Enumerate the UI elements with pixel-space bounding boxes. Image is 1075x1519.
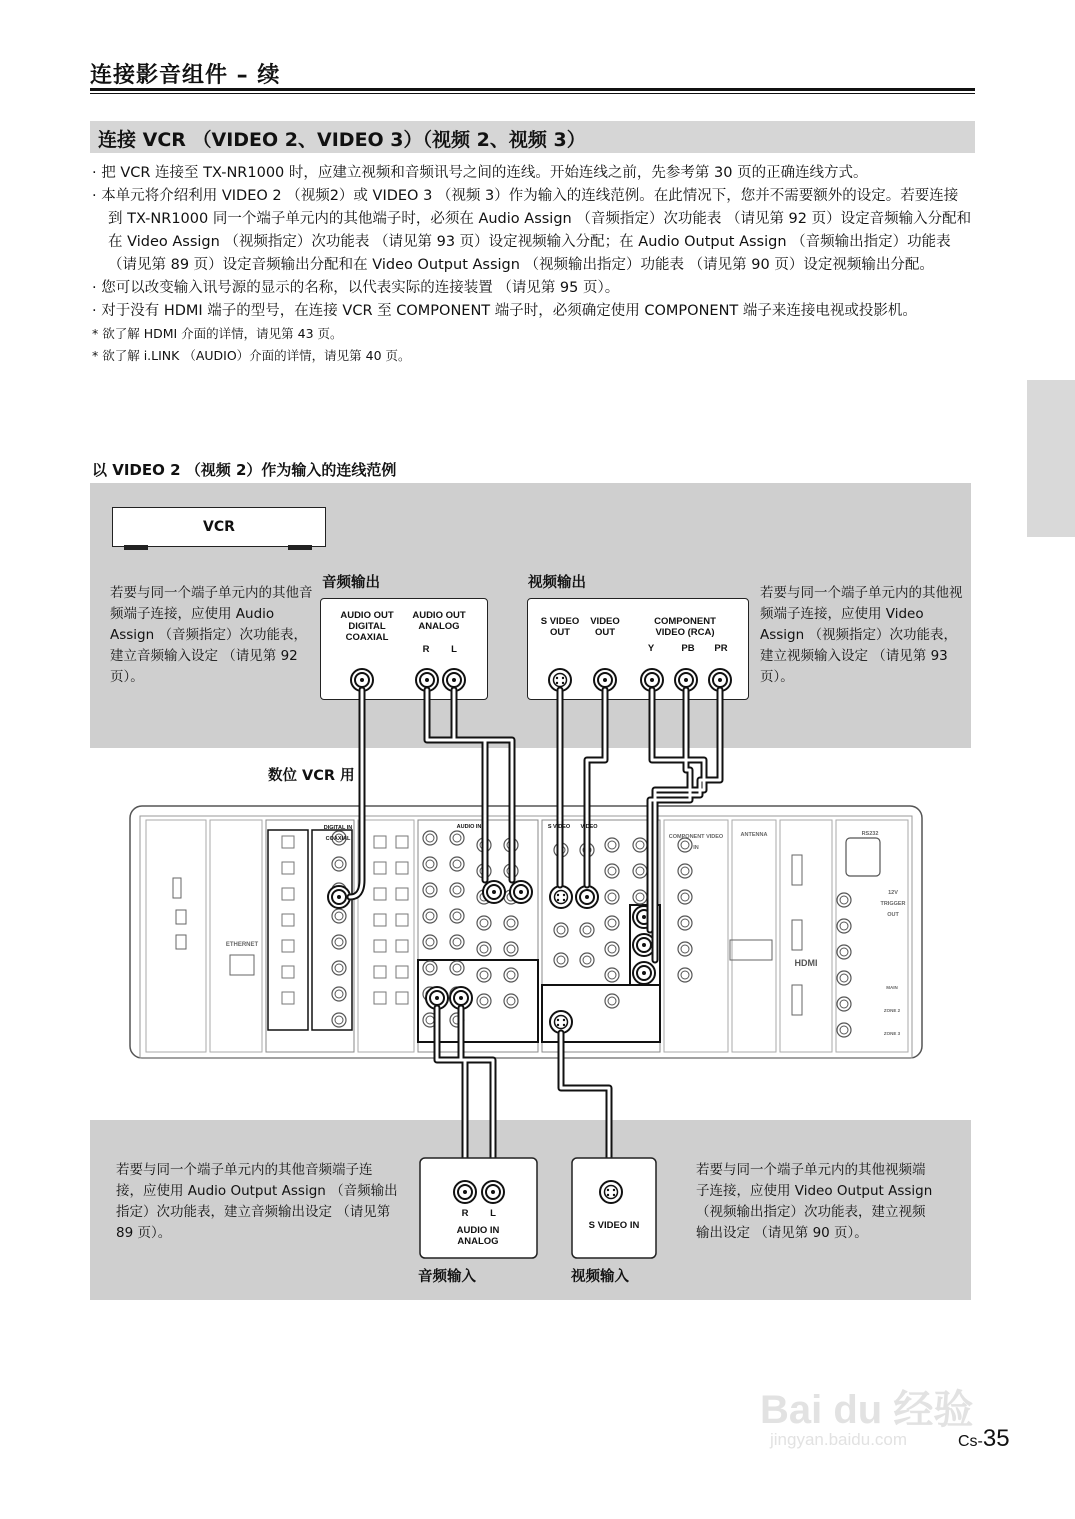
bottom-left-note: 若要与同一个端子单元内的其他音频端子连接，应使用 Audio Output Assign （音频输出指定）次功能表，建立音频输出设定 （请见第 89 页）。 bbox=[116, 1162, 398, 1241]
svideo-out-label: S VIDEO OUT bbox=[540, 616, 580, 638]
receiver-small-jack bbox=[837, 945, 851, 959]
audio-out-analog-label: AUDIO OUT ANALOG bbox=[412, 610, 466, 632]
left-note: 若要与同一个端子单元内的其他音频端子连接，应使用 Audio Assign （音频指定）次功能表，建立音频输入设定 （请见第 92 页）。 bbox=[110, 585, 313, 685]
page-number-prefix: Cs- bbox=[958, 1433, 983, 1450]
receiver-svideo-in-jack bbox=[550, 886, 572, 908]
audio-in-panel-label: AUDIO IN bbox=[456, 824, 482, 830]
audio-in-heading: 音频输入 bbox=[418, 1269, 476, 1285]
receiver-small-jack bbox=[332, 1013, 346, 1027]
receiver-small-port bbox=[396, 888, 408, 900]
receiver-small-jack bbox=[423, 857, 437, 871]
receiver-small-jack bbox=[450, 831, 464, 845]
receiver-small-jack bbox=[504, 968, 518, 982]
page-number-value: 35 bbox=[982, 1425, 1010, 1452]
receiver-small-port bbox=[396, 862, 408, 874]
receiver-audio-in-r-jack bbox=[483, 881, 505, 903]
receiver-small-jack bbox=[837, 893, 851, 907]
receiver-small-jack bbox=[580, 953, 594, 967]
receiver-small-jack bbox=[678, 942, 692, 956]
digital-vcr-label: 数位 VCR 用 bbox=[268, 768, 355, 784]
receiver-small-port bbox=[396, 914, 408, 926]
video-out-heading: 视频输出 bbox=[528, 575, 586, 591]
receiver-small-port bbox=[396, 940, 408, 952]
audio-in-r-label: R bbox=[461, 1208, 469, 1219]
y-label: Y bbox=[647, 643, 655, 654]
receiver-small-port bbox=[374, 862, 386, 874]
receiver-small-port bbox=[374, 836, 386, 848]
receiver-small-jack bbox=[837, 971, 851, 985]
diagram-caption: 以 VIDEO 2 （视频 2）作为输入的连线范例 bbox=[92, 461, 397, 479]
rs232-label: RS232 bbox=[861, 831, 879, 837]
device-audio-in-l-jack bbox=[482, 1181, 504, 1203]
receiver-small-jack bbox=[477, 994, 491, 1008]
component-video-label: COMPONENT VIDEO (RCA) bbox=[654, 616, 716, 638]
receiver-small-port bbox=[282, 836, 294, 848]
receiver-small-jack bbox=[450, 883, 464, 897]
receiver-small-jack bbox=[678, 916, 692, 930]
receiver-small-jack bbox=[554, 923, 568, 937]
receiver-small-jack bbox=[633, 890, 647, 904]
receiver-small-jack bbox=[633, 864, 647, 878]
paragraph-2: · 本单元将介绍利用 VIDEO 2 （视频2）或 VIDEO 3 （视频 3）作为输入的连线范例。在此情况下，您并不需要额外的设定。若要连接到 TX-NR1000 同一个端子单元内的其他端子时，必须在 Audio Assign （音频指定）次功能表 （请见第 92 页）设定音频输入分配和在 Video Assign （视频指定）次功能表 （请见第 93 页）设定视频输入分配；在 Audio Output Assign （音频输出指定）功能表 （请见第 89 页）设定音频输出分配和在 Video Output Assign （视频输出指定）功能表 （请见第 90 页）设定视频输出分配。 bbox=[92, 188, 972, 273]
receiver-small-port bbox=[282, 914, 294, 926]
audio-out-heading: 音频输出 bbox=[322, 575, 380, 591]
receiver-small-jack bbox=[605, 838, 619, 852]
zone3-label: ZONE 3 bbox=[883, 1031, 901, 1036]
receiver-small-jack bbox=[423, 961, 437, 975]
audio-out-l-label: L bbox=[451, 644, 457, 655]
receiver-small-jack bbox=[332, 987, 346, 1001]
receiver-small-port bbox=[282, 966, 294, 978]
antenna-label: ANTENNA bbox=[740, 832, 768, 838]
receiver-small-jack bbox=[605, 890, 619, 904]
svideo-in-label: S VIDEO IN bbox=[588, 1220, 640, 1231]
receiver-small-jack bbox=[837, 919, 851, 933]
trigger-out-label: 12V TRIGGER OUT bbox=[880, 890, 906, 918]
receiver-small-jack bbox=[332, 935, 346, 949]
receiver-small-port bbox=[282, 940, 294, 952]
receiver-small-jack bbox=[605, 994, 619, 1008]
receiver-small-port bbox=[282, 992, 294, 1004]
receiver-small-jack bbox=[554, 953, 568, 967]
receiver-small-jack bbox=[504, 994, 518, 1008]
receiver-small-jack bbox=[423, 935, 437, 949]
receiver-video-in-jack bbox=[576, 886, 598, 908]
receiver-small-jack bbox=[633, 838, 647, 852]
receiver-small-port bbox=[282, 862, 294, 874]
receiver-small-jack bbox=[605, 864, 619, 878]
watermark-url: jingyan.baidu.com bbox=[770, 1430, 908, 1449]
page-title: 连接影音组件 – 续 bbox=[90, 63, 281, 88]
receiver-small-jack bbox=[504, 916, 518, 930]
video-in-heading: 视频输入 bbox=[571, 1269, 629, 1285]
receiver-small-jack bbox=[678, 968, 692, 982]
receiver-small-port bbox=[374, 966, 386, 978]
audio-out-r-label: R bbox=[422, 644, 430, 655]
receiver-small-jack bbox=[580, 923, 594, 937]
receiver-small-jack bbox=[332, 961, 346, 975]
receiver-small-port bbox=[396, 836, 408, 848]
ethernet-label: ETHERNET bbox=[225, 942, 259, 948]
receiver-small-port bbox=[374, 914, 386, 926]
receiver-small-jack bbox=[477, 942, 491, 956]
bottom-right-note: 若要与同一个端子单元内的其他视频端子连接，应使用 Video Output Assign （视频输出指定）次功能表，建立视频输出设定 （请见第 90 页）。 bbox=[696, 1162, 933, 1241]
paragraph-3: · 您可以改变输入讯号源的显示的名称，以代表实际的连接装置 （请见第 95 页）。 bbox=[92, 280, 620, 296]
receiver-small-jack bbox=[605, 916, 619, 930]
note-ilink: * 欲了解 i.LINK （AUDIO）介面的详情，请见第 40 页。 bbox=[92, 348, 411, 363]
receiver-component-pr-jack bbox=[633, 962, 655, 984]
receiver-small-jack bbox=[423, 909, 437, 923]
hdmi-label: HDMI bbox=[794, 958, 818, 968]
receiver-small-port bbox=[282, 888, 294, 900]
receiver-small-jack bbox=[605, 968, 619, 982]
main-label: MAIN bbox=[886, 985, 898, 990]
receiver-audio-in-l-jack bbox=[510, 881, 532, 903]
receiver-small-jack bbox=[450, 935, 464, 949]
receiver-small-jack bbox=[504, 942, 518, 956]
receiver-rear-panel bbox=[130, 806, 922, 1058]
receiver-small-jack bbox=[477, 916, 491, 930]
right-note: 若要与同一个端子单元内的其他视频端子连接，应使用 Video Assign （视频指定）次功能表，建立视频输入设定 （请见第 93 页）。 bbox=[760, 585, 963, 685]
audio-in-analog-label: AUDIO IN ANALOG bbox=[456, 1225, 500, 1247]
svideo-in-device-panel bbox=[572, 1158, 656, 1258]
device-audio-in-r-jack bbox=[454, 1181, 476, 1203]
page-number bbox=[958, 1425, 1010, 1453]
receiver-small-jack bbox=[332, 857, 346, 871]
receiver-small-port bbox=[374, 940, 386, 952]
vcr-device: VCR bbox=[112, 507, 326, 547]
receiver-small-jack bbox=[837, 1023, 851, 1037]
receiver-small-jack bbox=[450, 961, 464, 975]
zone2-label: ZONE 2 bbox=[883, 1008, 901, 1013]
receiver-small-jack bbox=[450, 857, 464, 871]
audio-out-digital-label: AUDIO OUT DIGITAL COAXIAL bbox=[340, 610, 394, 643]
receiver-small-port bbox=[374, 888, 386, 900]
svideo-panel-label: S VIDEO bbox=[547, 824, 571, 830]
digital-in-label: DIGITAL IN COAXIAL bbox=[323, 825, 353, 842]
video-panel-label: VIDEO bbox=[580, 824, 598, 830]
note-hdmi: * 欲了解 HDMI 介面的详情，请见第 43 页。 bbox=[92, 326, 343, 341]
device-svideo-in-jack bbox=[600, 1181, 622, 1203]
paragraph-1: · 把 VCR 连接至 TX-NR1000 时，应建立视频和音频讯号之间的连线。开始连线之前，先参考第 30 页的正确连线方式。 bbox=[92, 165, 868, 181]
receiver-small-port bbox=[374, 992, 386, 1004]
receiver-small-jack bbox=[837, 997, 851, 1011]
watermark: Bai du 经验 bbox=[760, 1388, 974, 1432]
pr-label: PR bbox=[714, 643, 728, 654]
pb-label: PB bbox=[681, 643, 695, 654]
receiver-small-jack bbox=[450, 909, 464, 923]
paragraph-4: · 对于没有 HDMI 端子的型号，在连接 VCR 至 COMPONENT 端子时，必须确定使用 COMPONENT 端子来连接电视或投影机。 bbox=[92, 303, 917, 319]
receiver-small-jack bbox=[477, 968, 491, 982]
section-title: 连接 VCR （VIDEO 2、VIDEO 3）（视频 2、视频 3） bbox=[98, 129, 586, 151]
receiver-small-jack bbox=[605, 942, 619, 956]
receiver-small-jack bbox=[678, 864, 692, 878]
receiver-small-jack bbox=[332, 909, 346, 923]
receiver-small-port bbox=[396, 992, 408, 1004]
receiver-small-jack bbox=[678, 890, 692, 904]
receiver-small-jack bbox=[423, 883, 437, 897]
component-in-label: COMPONENT VIDEO IN bbox=[668, 834, 724, 851]
video-out-label: VIDEO OUT bbox=[590, 616, 620, 638]
receiver-small-port bbox=[396, 966, 408, 978]
audio-in-l-label: L bbox=[490, 1208, 496, 1219]
receiver-small-jack bbox=[423, 831, 437, 845]
